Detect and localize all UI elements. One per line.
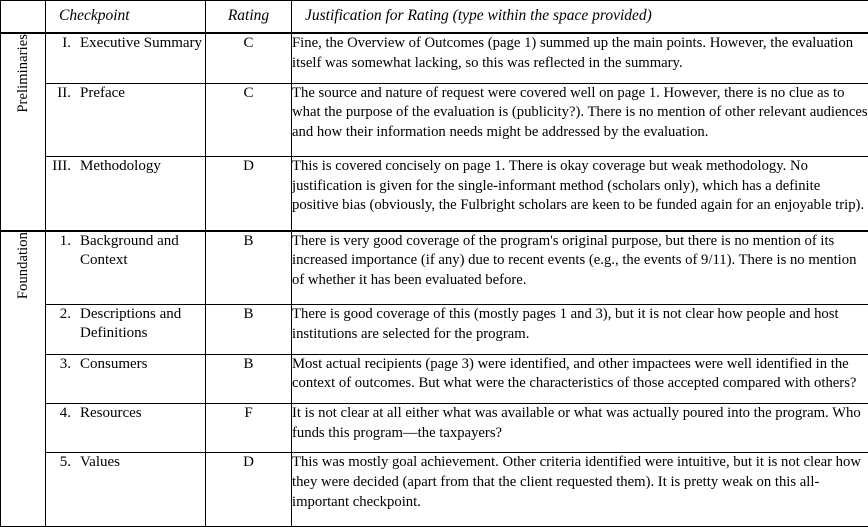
table-row (1, 231, 868, 305)
checkpoint-cell (46, 157, 206, 231)
rating-cell[interactable]: B (206, 305, 292, 354)
justification-cell[interactable]: This is covered concisely on page 1. There is okay coverage but weak methodology. No justification is given for the single-informant method (scholars only), which has a definite positive bias (obviously, the Fulbright scholars are keen to be funded again for an enjoyable trip). (292, 157, 868, 231)
header-rating-label: Rating (227, 7, 270, 24)
section-label-cell-preliminaries (1, 33, 46, 231)
table-row (1, 354, 868, 403)
checkpoint-name: Descriptions and Definitions (80, 306, 182, 342)
header-checkpoint (46, 1, 206, 34)
checkpoint-name: Executive Summary (80, 35, 203, 51)
justification-cell[interactable]: The source and nature of request were covered well on page 1. However, there is no clue as to what the purpose of the evaluation is (publicity?). There is no mention of other relevant audiences and how their information needs might be addressed by the evaluation. (292, 83, 868, 157)
rating-cell[interactable]: F (206, 404, 292, 453)
justification-cell[interactable]: This was mostly goal achievement. Other criteria identified were intuitive, but it is not clear how they were decided (apart from that the client requested them). It is pretty weak on this all-important checkpoint. (292, 453, 868, 527)
checkpoint-number: 5. (59, 454, 71, 471)
table-row (1, 404, 868, 453)
table-row (1, 305, 868, 354)
header-section-label (1, 1, 45, 8)
table-row (1, 453, 868, 527)
header-justification (292, 1, 868, 34)
checkpoint-name: Background and Context (80, 232, 179, 268)
checkpoint-cell (46, 404, 206, 453)
checkpoint-cell (46, 354, 206, 403)
table-row (1, 83, 868, 157)
checkpoint-name: Values (80, 454, 120, 471)
section-label-cell-foundation (1, 231, 46, 527)
checkpoint-name: Consumers (80, 355, 148, 372)
justification-cell[interactable]: Most actual recipients (page 3) were identified, and other impactees were well identified in the context of outcomes. But what were the characteristics of those accepted compared with others? (292, 354, 868, 403)
section-label: Foundation (14, 231, 31, 299)
checkpoint-name: Methodology (80, 158, 161, 175)
rating-cell[interactable]: D (206, 453, 292, 527)
justification-cell[interactable]: There is very good coverage of the program's original purpose, but there is no mention of its increased importance (if any) due to recent events (e.g., the events of 9/11). There is no mention of whether it has been evaluated before. (292, 231, 868, 305)
header-section-blank (1, 1, 46, 34)
table-row (1, 157, 868, 231)
justification-cell[interactable]: Fine, the Overview of Outcomes (page 1) summed up the main points. However, the evaluation itself was somewhat lacking, so this was reflected in the summary. (292, 33, 868, 83)
rating-cell[interactable]: B (206, 354, 292, 403)
table-body (1, 33, 868, 527)
rating-cell[interactable]: B (206, 231, 292, 305)
checkpoint-cell (46, 83, 206, 157)
section-label: Preliminaries (14, 34, 31, 113)
checkpoint-cell (46, 305, 206, 354)
header-rating (206, 1, 292, 34)
rating-cell[interactable]: C (206, 83, 292, 157)
checkpoint-name: Preface (80, 84, 125, 101)
table-row (1, 33, 868, 83)
checkpoint-number: 3. (59, 355, 71, 372)
checkpoint-cell (46, 231, 206, 305)
checkpoint-name: Resources (80, 405, 142, 422)
rating-cell[interactable]: D (206, 157, 292, 231)
checkpoint-number: 4. (59, 405, 71, 422)
checkpoint-number: III. (52, 158, 71, 175)
justification-cell[interactable]: There is good coverage of this (mostly pages 1 and 3), but it is not clear how people and host institutions are selected for the program. (292, 305, 868, 354)
table-header-row (1, 1, 868, 34)
checkpoint-number: I. (62, 35, 71, 51)
rating-cell[interactable]: C (206, 33, 292, 83)
justification-cell[interactable]: It is not clear at all either what was available or what was actually poured into the program. Who funds this program—the taxpayers? (292, 404, 868, 453)
checkpoint-number: 1. (59, 232, 71, 249)
header-justification-label: Justification for Rating (type within the space provided) (305, 7, 652, 24)
checkpoint-number: 2. (59, 306, 71, 323)
checkpoint-cell (46, 453, 206, 527)
header-checkpoint-label: Checkpoint (59, 7, 130, 24)
checkpoint-cell (46, 33, 206, 83)
checkpoint-number: II. (57, 84, 71, 101)
